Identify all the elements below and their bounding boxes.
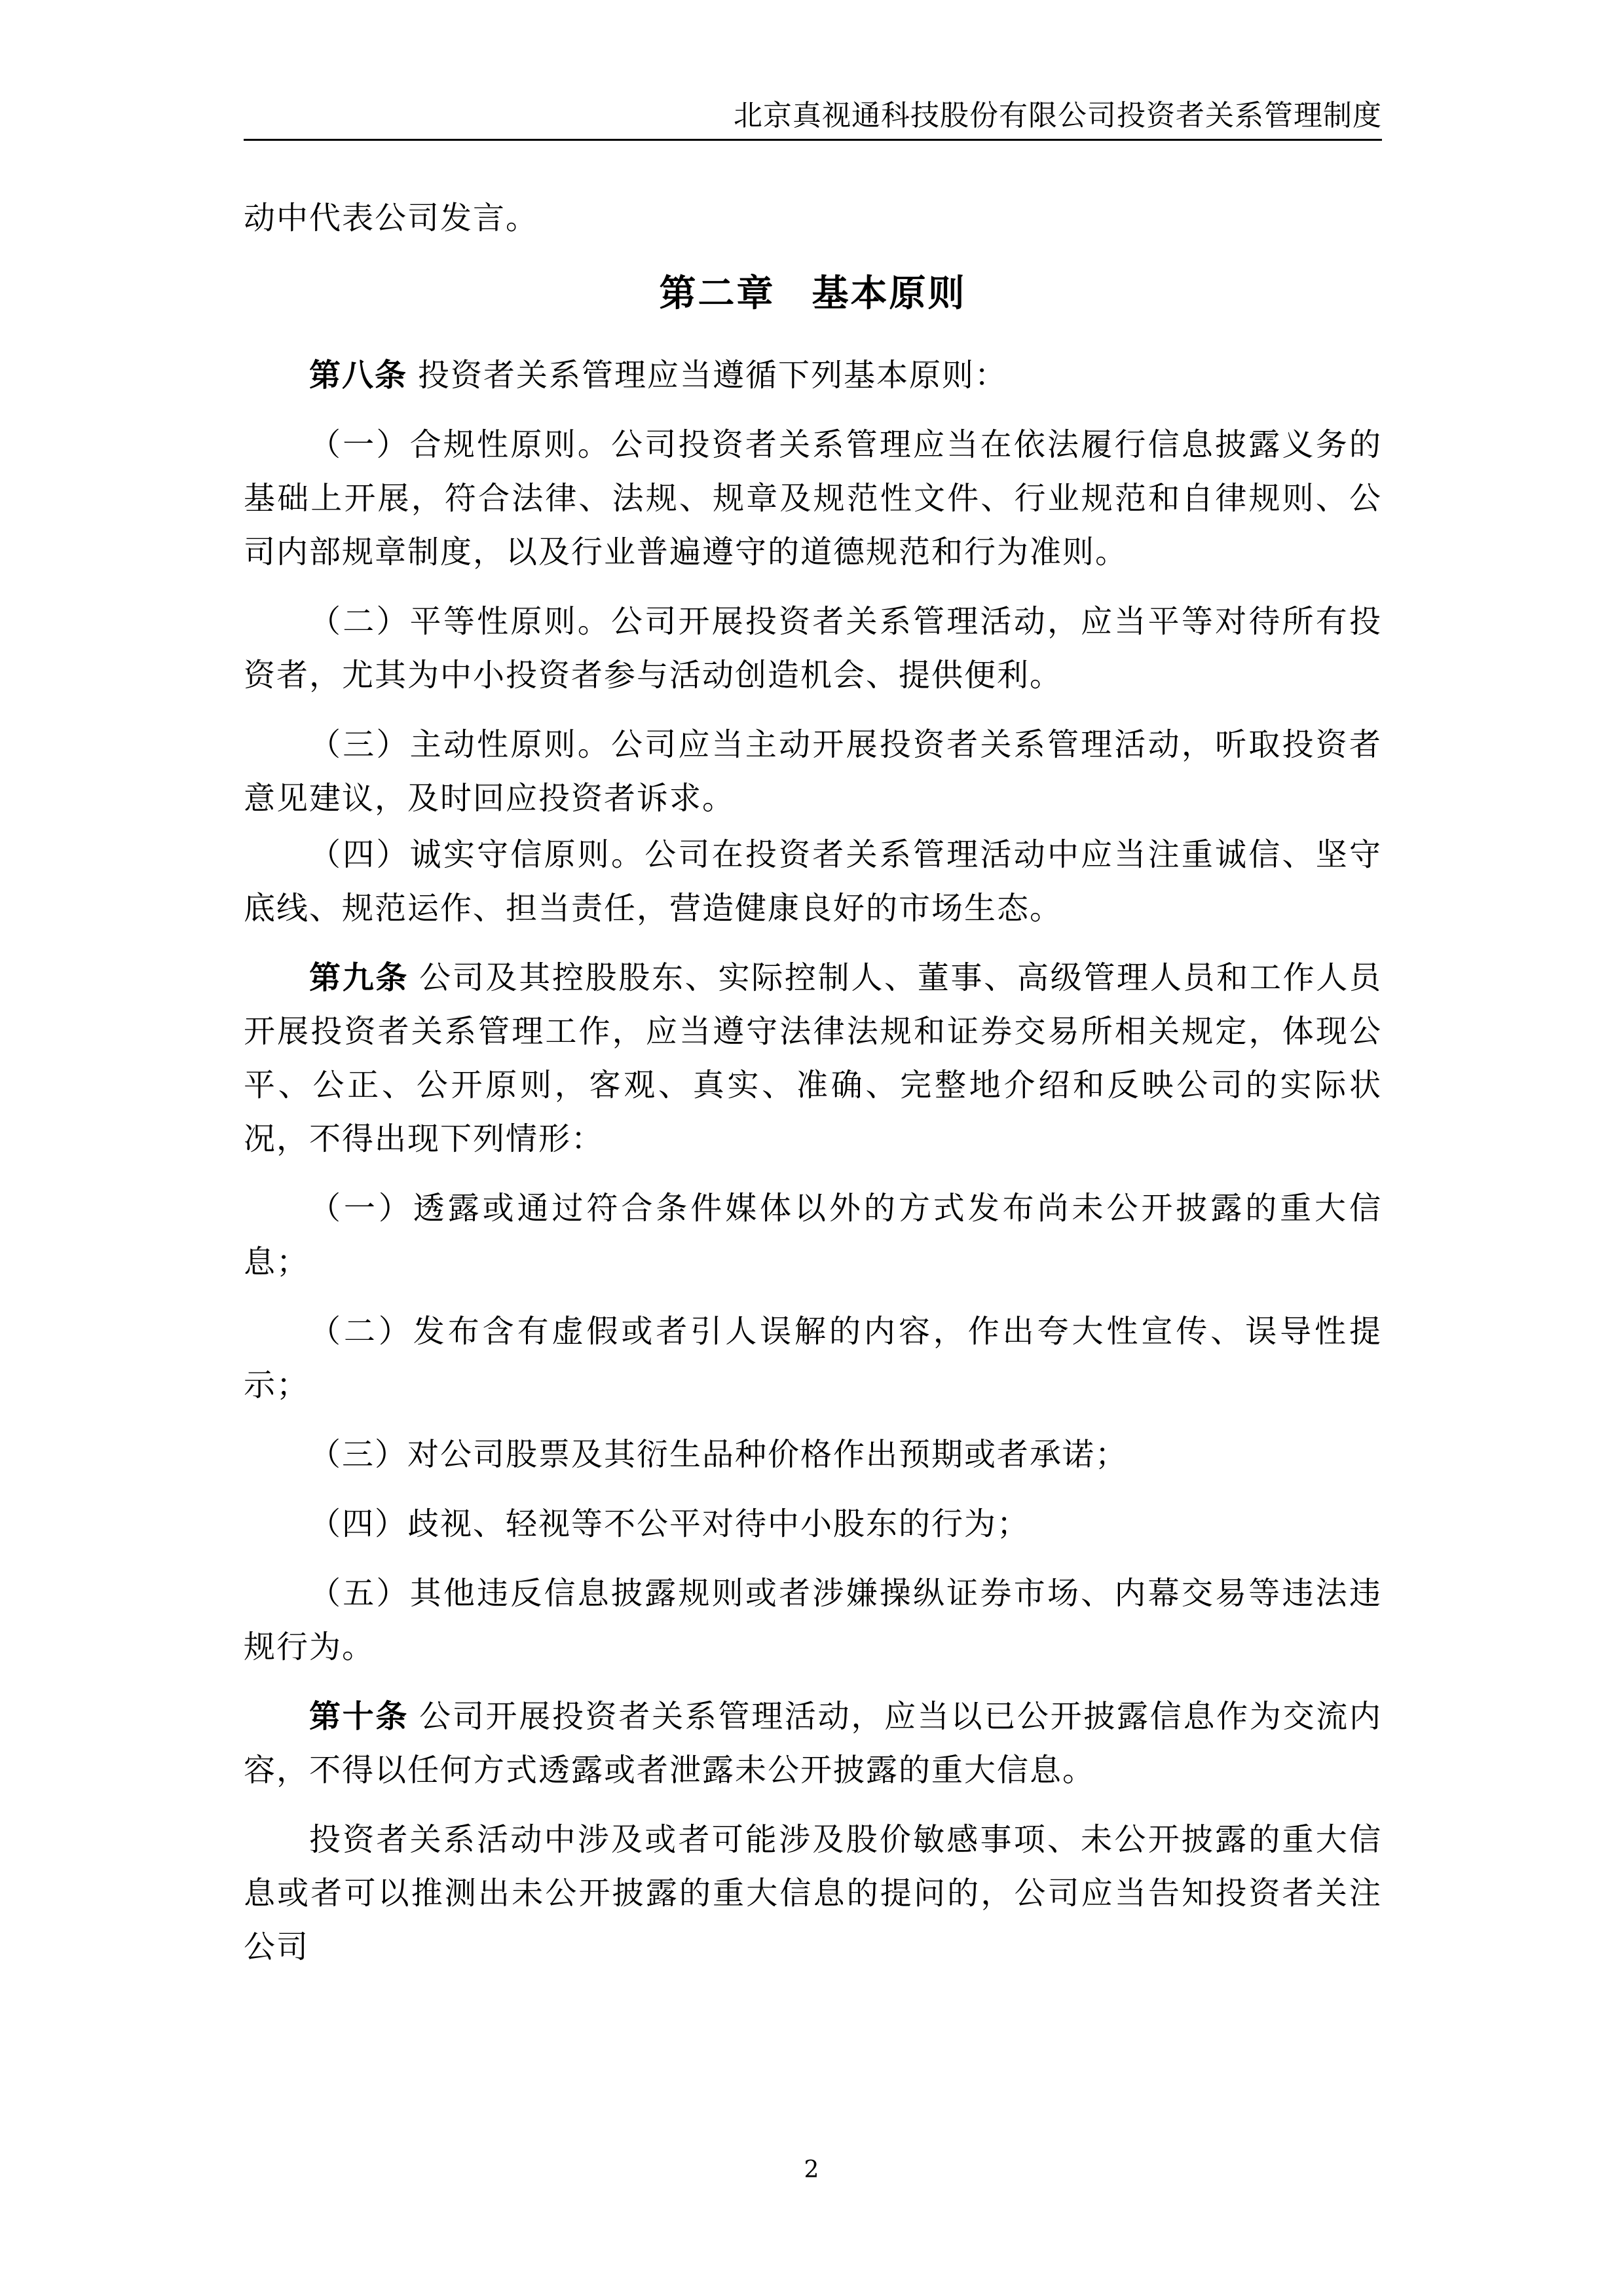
article-9-item-3: （三）对公司股票及其衍生品种价格作出预期或者承诺；	[309, 1436, 1129, 1473]
header-rule	[244, 139, 1382, 141]
article-9-item-2: （二）发布含有虚假或者引人误解的内容，作出夸大性宣传、误导性提示；	[244, 1313, 1382, 1403]
article-9-text: 公司及其控股股东、实际控制人、董事、高级管理人员和工作人员开展投资者关系管理工作，应当遵守法律法规和证券交易所相关规定，体现公平、公正、公开原则，客观、真实、准确、完整地介绍和反映公司的实际状况，不得出现下列情形：	[244, 959, 1382, 1157]
chapter-title: 基本原则	[811, 272, 967, 315]
page-number: 2	[804, 2157, 819, 2183]
article-8-item-1: （一）合规性原则。公司投资者关系管理应当在依法履行信息披露义务的基础上开展，符合法律、法规、规章及规范性文件、行业规范和自律规则、公司内部规章制度，以及行业普遍遵守的道德规范和行为准则。	[244, 426, 1382, 570]
article-8-item-2: （二）平等性原则。公司开展投资者关系管理活动，应当平等对待所有投资者，尤其为中小投资者参与活动创造机会、提供便利。	[244, 603, 1382, 694]
running-header: 北京真视通科技股份有限公司投资者关系管理制度	[734, 99, 1382, 132]
article-8-item-4: （四）诚实守信原则。公司在投资者关系管理活动中应当注重诚信、坚守底线、规范运作、担当责任，营造健康良好的市场生态。	[244, 836, 1382, 927]
article-10	[244, 1690, 1382, 1797]
continuation-paragraph: 动中代表公司发言。	[244, 200, 539, 236]
article-10-followup: 投资者关系活动中涉及或者可能涉及股价敏感事项、未公开披露的重大信息或者可以推测出未公开披露的重大信息的提问的，公司应当告知投资者关注公司	[244, 1821, 1382, 1965]
article-9-item-4: （四）歧视、轻视等不公平对待中小股东的行为；	[309, 1506, 1030, 1542]
body-text	[244, 191, 1382, 1990]
article-8-item-3: （三）主动性原则。公司应当主动开展投资者关系管理活动，听取投资者意见建议，及时回应投资者诉求。	[244, 726, 1382, 817]
article-9-label: 第九条	[309, 959, 409, 996]
article-10-label: 第十条	[309, 1698, 409, 1735]
article-9-item-5: （五）其他违反信息披露规则或者涉嫌操纵证券市场、内幕交易等违法违规行为。	[244, 1575, 1382, 1665]
article-8	[244, 348, 1382, 402]
article-9-item-1: （一）透露或通过符合条件媒体以外的方式发布尚未公开披露的重大信息；	[244, 1190, 1382, 1280]
article-9	[244, 951, 1382, 1166]
chapter-heading	[244, 267, 1382, 320]
article-8-text: 投资者关系管理应当遵循下列基本原则：	[418, 357, 1008, 394]
article-8-label: 第八条	[309, 357, 408, 394]
article-10-text: 公司开展投资者关系管理活动，应当以已公开披露信息作为交流内容，不得以任何方式透露或者泄露未公开披露的重大信息。	[244, 1698, 1382, 1788]
chapter-number: 第二章	[659, 272, 775, 315]
